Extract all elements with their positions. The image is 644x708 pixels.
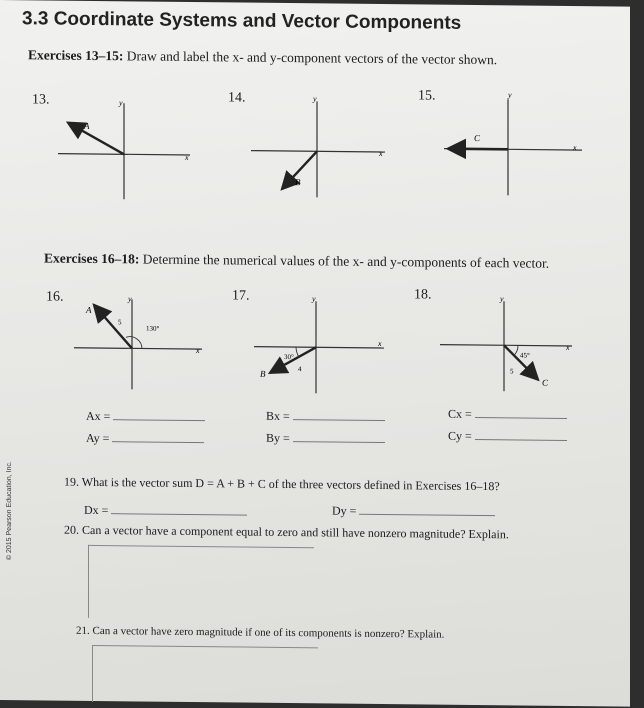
exercise-14-number: 14.	[228, 90, 246, 106]
x-axis-label: x	[196, 346, 200, 356]
cx-blank[interactable]	[475, 407, 567, 419]
vector-c-magnitude: 5	[510, 367, 514, 376]
x-axis	[251, 151, 385, 152]
vector-b-label: B	[295, 177, 301, 188]
by-blank[interactable]	[293, 431, 385, 443]
answer-dx[interactable]	[84, 503, 247, 520]
exercises-16-18-label: Exercises 16–18:	[44, 250, 140, 267]
cx-label: Cx =	[448, 406, 472, 421]
dx-label: Dx =	[84, 502, 109, 518]
x-axis-label: x	[379, 148, 383, 159]
y-axis-label: y	[500, 294, 504, 304]
vector-b-label: B	[260, 368, 266, 379]
dx-blank[interactable]	[111, 503, 247, 515]
ay-label: Ay =	[86, 430, 110, 446]
answer-cy[interactable]	[448, 429, 567, 445]
angle-arc	[514, 345, 518, 355]
dy-blank[interactable]	[359, 504, 495, 516]
vector-b-angle: 30°	[284, 352, 294, 362]
exercise-13-diagram	[50, 91, 200, 203]
x-axis-label: x	[573, 143, 577, 153]
bx-blank[interactable]	[293, 409, 385, 421]
y-axis-label: y	[312, 294, 316, 304]
vector-c-label: C	[542, 377, 549, 388]
question-21: 21. Can a vector have zero magnitude if one of its components is nonzero? Explain.	[76, 624, 445, 641]
bx-label: Bx =	[266, 408, 290, 424]
vector-a-arrow	[94, 305, 132, 348]
copyright-notice: © 2015 Pearson Education, Inc.	[6, 461, 13, 561]
vector-a-arrow	[68, 120, 124, 155]
ax-blank[interactable]	[113, 409, 205, 421]
exercises-16-18-text: Determine the numerical values of the x- and y-components of each vector.	[142, 251, 550, 271]
exercise-18-number: 18.	[414, 287, 432, 303]
exercise-18-diagram	[436, 295, 581, 397]
cy-label: Cy =	[448, 428, 472, 443]
x-axis-label: x	[566, 342, 570, 352]
exercises-13-15-label: Exercises 13–15:	[28, 47, 124, 64]
question-20-answer-box[interactable]	[88, 545, 314, 620]
exercises-13-15-text: Draw and label the x- and y-component vectors of the vector shown.	[126, 48, 498, 68]
answer-by[interactable]	[266, 431, 385, 447]
answer-ax[interactable]	[86, 409, 205, 425]
answer-bx[interactable]	[266, 409, 385, 425]
vector-a-label: A	[86, 304, 92, 315]
exercise-16-number: 16.	[46, 289, 64, 305]
vector-c-angle: 45°	[520, 351, 530, 360]
question-20: 20. Can a vector have a component equal to zero and still have nonzero magnitude? Explain.	[64, 522, 509, 542]
exercise-15-diagram	[440, 91, 590, 203]
by-label: By =	[266, 430, 290, 446]
y-axis-label: y	[119, 98, 123, 108]
answer-cx[interactable]	[448, 407, 567, 423]
y-axis-label: y	[313, 94, 317, 104]
x-axis	[74, 348, 202, 349]
ax-label: Ax =	[86, 408, 111, 424]
answer-ay[interactable]	[86, 431, 204, 447]
angle-arc	[296, 347, 299, 357]
question-19: 19. What is the vector sum D = A + B + C of the three vectors defined in Exercises 16–18?	[64, 474, 500, 494]
vector-c-label: C	[474, 132, 481, 144]
x-axis-label: x	[185, 152, 189, 162]
y-axis-label: y	[128, 294, 132, 304]
exercise-15-number: 15.	[418, 88, 436, 104]
vector-c-arrow	[448, 149, 508, 150]
exercises-13-15-heading	[28, 47, 497, 68]
exercise-17-diagram	[250, 295, 390, 396]
x-axis	[254, 347, 384, 348]
ay-blank[interactable]	[112, 431, 204, 443]
y-axis-label: y	[508, 90, 512, 100]
vector-a-magnitude: 5	[118, 318, 122, 327]
answer-dy[interactable]	[332, 503, 495, 520]
x-axis-label: x	[378, 338, 382, 348]
cy-blank[interactable]	[475, 429, 567, 441]
exercise-13-number: 13.	[32, 92, 50, 108]
vector-a-label: A	[84, 120, 90, 131]
exercises-16-18-heading	[44, 250, 549, 271]
dy-label: Dy =	[332, 503, 357, 518]
page-title: 3.3 Coordinate Systems and Vector Components	[22, 8, 462, 34]
question-21-answer-box[interactable]	[92, 645, 318, 704]
exercise-14-diagram	[245, 93, 395, 205]
vector-b-magnitude: 4	[298, 365, 302, 374]
exercise-16-diagram	[70, 291, 210, 392]
exercise-17-number: 17.	[232, 288, 250, 304]
vector-a-angle: 130°	[146, 324, 160, 333]
